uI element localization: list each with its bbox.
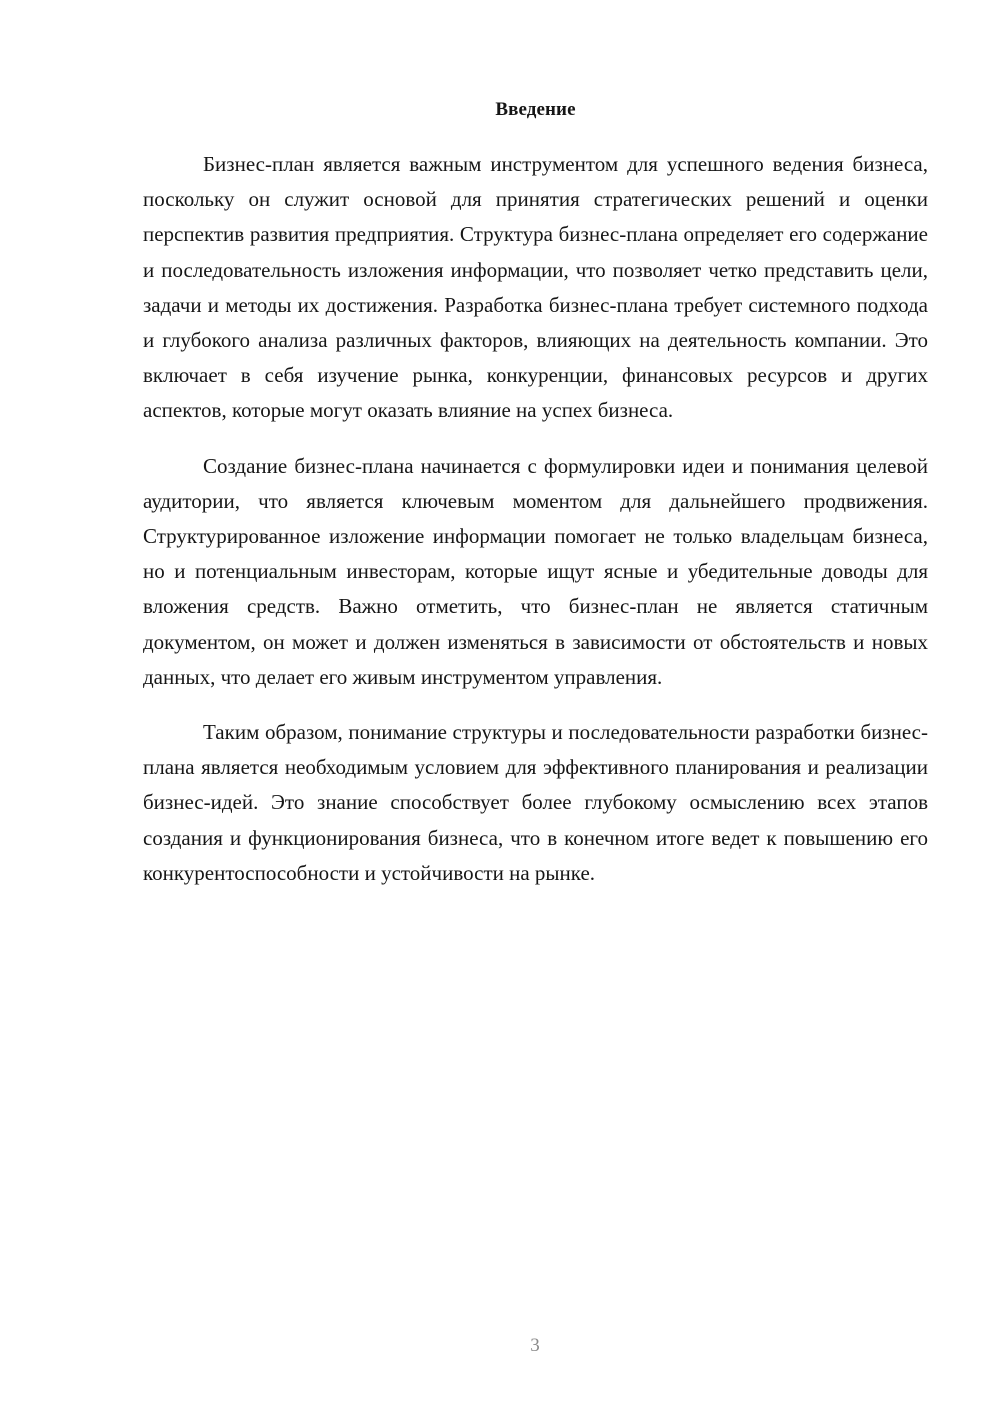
page-content — [143, 96, 928, 911]
paragraph-3: Таким образом, понимание структуры и последовательности разработки бизнес-плана является необходимым условием для эффективного планирования и реализации бизнес-идей. Это знание способствует более глубокому осмыслению всех этапов создания и функционирования бизнеса, что в конечном итоге ведет к повышению его конкурентоспособности и устойчивости на рынке. — [143, 720, 928, 885]
page-number: 3 — [530, 1335, 540, 1356]
paragraph-1: Бизнес-план является важным инструментом для успешного ведения бизнеса, поскольку он служит основой для принятия стратегических решений и оценки перспектив развития предприятия. Структура бизнес-плана определяет его содержание и последовательность изложения информации, что позволяет четко представить цели, задачи и методы их достижения. Разработка бизнес-плана требует системного подхода и глубокого анализа различных факторов, влияющих на деятельность компании. Это включает в себя изучение рынка, конкуренции, финансовых ресурсов и других аспектов, которые могут оказать влияние на успех бизнеса. — [143, 152, 928, 423]
section-title: Введение — [495, 99, 576, 120]
paragraph-2: Создание бизнес-плана начинается с формулировки идеи и понимания целевой аудитории, что является ключевым моментом для дальнейшего продвижения. Структурированное изложение информации помогает не только владельцам бизнеса, но и потенциальным инвесторам, которые ищут ясные и убедительные доводы для вложения средств. Важно отметить, что бизнес-план не является статичным документом, он может и должен изменяться в зависимости от обстоятельств и новых данных, что делает его живым инструментом управления. — [143, 453, 928, 689]
